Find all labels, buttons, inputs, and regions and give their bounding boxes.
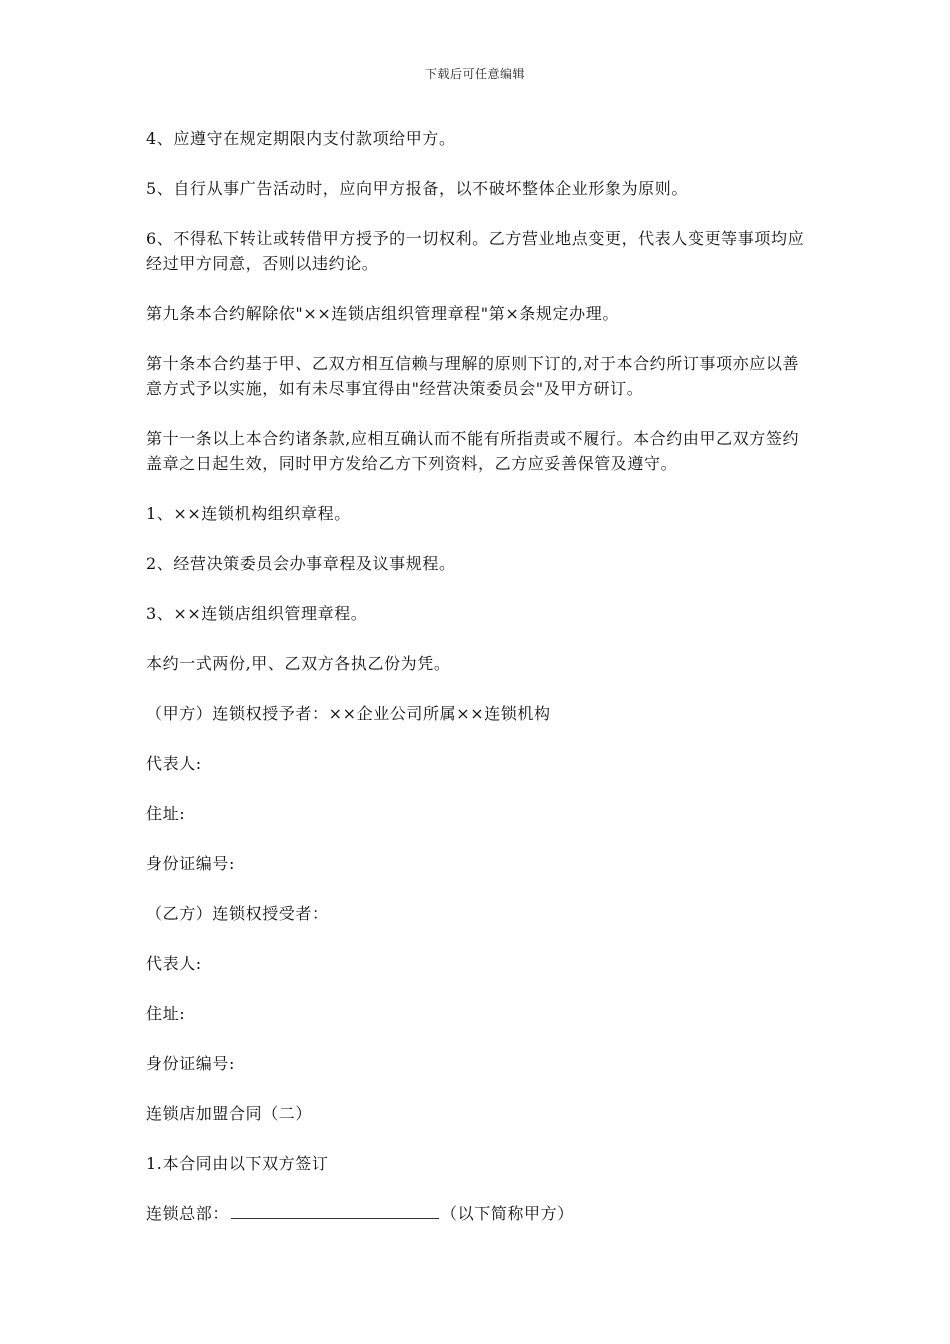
- party-b-title: （乙方）连锁权授受者：: [146, 904, 329, 923]
- material-item-2: 2、经营决策委员会办事章程及议事规程。: [146, 554, 456, 573]
- contract-two-title: 连锁店加盟合同（二）: [146, 1104, 313, 1123]
- material-item-1: 1、××连锁机构组织章程。: [146, 504, 351, 523]
- clause-item-6: 6、不得私下转让或转借甲方授予的一切权利。乙方营业地点变更，代表人变更等事项均应经过甲方同意，否则以违约论。: [146, 229, 805, 273]
- material-item-3: 3、××连锁店组织管理章程。: [146, 604, 368, 623]
- copies-statement: 本约一式两份,甲、乙双方各执乙份为凭。: [146, 654, 451, 673]
- party-a-address: 住址:: [146, 804, 186, 823]
- party-a-representative: 代表人:: [146, 754, 202, 773]
- chain-headquarters-suffix: （以下简称甲方）: [441, 1204, 574, 1223]
- party-a-id-number: 身份证编号:: [146, 854, 235, 873]
- clause-item-4: 4、应遵守在规定期限内支付款项给甲方。: [146, 129, 456, 148]
- party-b-id-number: 身份证编号:: [146, 1054, 235, 1073]
- party-b-address: 住址:: [146, 1004, 186, 1023]
- document-body: [146, 126, 811, 1251]
- clause-item-5: 5、自行从事广告活动时，应向甲方报备，以不破坏整体企业形象为原则。: [146, 179, 688, 198]
- party-a-title: （甲方）连锁权授予者：××企业公司所属××连锁机构: [146, 704, 551, 723]
- article-11: 第十一条以上本合约诸条款,应相互确认而不能有所指责或不履行。本合约由甲乙双方签约盖章之日起生效，同时甲方发给乙方下列资料，乙方应妥善保管及遵守。: [146, 429, 800, 473]
- contract-two-clause-1: 1.本合同由以下双方签订: [146, 1154, 329, 1173]
- article-9: 第九条本合约解除依"××连锁店组织管理章程"第×条规定办理。: [146, 304, 619, 323]
- chain-headquarters-line: [146, 1201, 811, 1226]
- article-10: 第十条本合约基于甲、乙双方相互信赖与理解的原则下订的,对于本合约所订事项亦应以善意方式予以实施，如有未尽事宜得由"经营决策委员会"及甲方研订。: [146, 354, 800, 398]
- page-header: 下载后可任意编辑: [424, 67, 525, 81]
- chain-headquarters-label: 连锁总部：: [146, 1204, 230, 1223]
- party-b-representative: 代表人:: [146, 954, 202, 973]
- headquarters-blank-line: [231, 1203, 439, 1219]
